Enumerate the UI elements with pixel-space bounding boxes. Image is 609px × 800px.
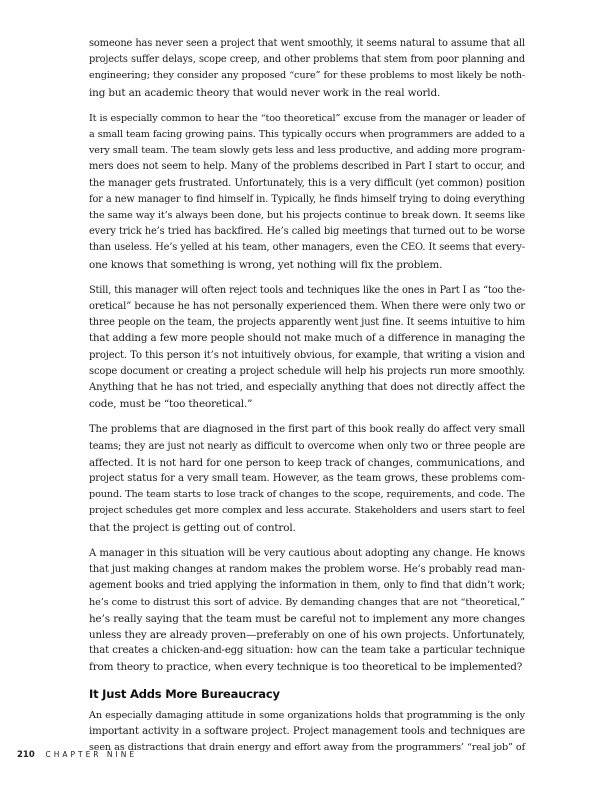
page-footer (17, 750, 137, 760)
text-line: someone has never seen a project that went smoothly, it seems natural to assume that all (89, 38, 525, 49)
text-line: from theory to practice, when every technique is too theoretical to be implemented? (89, 661, 523, 674)
text-line: The problems that are diagnosed in the first part of this book really do affect very small (89, 424, 525, 436)
text-column (89, 36, 525, 766)
text-line: It is especially common to hear the “too theoretical” excuse from the manager or leader of (89, 112, 525, 124)
text-line: three people on the team, the projects apparently went just fine. It seems intuitive to him (89, 317, 525, 329)
text-line: unless they are already proven—preferably on one of his own projects. Unfortunately, (89, 628, 525, 641)
text-line: for a new manager to find himself in. Typically, he finds himself trying to doing everything (89, 193, 525, 205)
section-heading: It Just Adds More Bureaucracy (89, 686, 280, 701)
text-line: a small team facing growing pains. This typically occurs when programmers are added to a (89, 129, 525, 141)
text-line: that creates a chicken-and-egg situation: how can the team take a particular technique (89, 645, 525, 657)
text-line: An especially damaging attitude in some organizations holds that programming is the only (89, 709, 525, 721)
text-line: code, must be “too theoretical.” (89, 398, 253, 411)
text-line: important activity in a software project. Project management tools and techniques are (89, 725, 525, 737)
text-line: seen as distractions that drain energy and effort away from the programmers’ “real job” of (89, 741, 525, 753)
text-line: the same way it’s always been done, but his projects continue to break down. It seems like (89, 210, 525, 222)
paragraph-3 (89, 283, 525, 413)
paragraph-1 (89, 36, 525, 101)
text-line: the manager gets frustrated. Unfortunately, this is a very difficult (yet common) position (89, 177, 525, 189)
text-line: pound. The team starts to lose track of changes to the scope, requirements, and code. The (89, 489, 525, 501)
text-line: project schedules get more complex and less accurate. Stakeholders and users start to feel (89, 505, 525, 517)
paragraph-5 (89, 546, 525, 676)
text-line: he’s really saying that the team must be careful not to implement any more changes (89, 612, 525, 625)
text-line: that adding a few more people should not make much of a difference in managing the (89, 333, 525, 345)
text-line: ing but an academic theory that would never work in the real world. (89, 86, 441, 99)
text-line: A manager in this situation will be very cautious about adopting any change. He knows (89, 547, 525, 559)
text-line: teams; they are just not nearly as difficult to overcome when only two or three people are (89, 440, 525, 452)
text-line: mers does not seem to help. Many of the problems described in Part I start to occur, and (89, 161, 525, 173)
paragraph-6 (89, 708, 525, 757)
paragraph-2 (89, 111, 525, 273)
text-line: oretical” because he has not personally experienced them. When there were only two or (89, 301, 525, 313)
text-line: scope document or creating a project schedule will help his projects run more smoothly. (89, 365, 525, 377)
text-line: engineering; they consider any proposed “cure” for these problems to most likely be noth- (89, 70, 525, 82)
text-line: than useless. He’s yelled at his team, other managers, even the CEO. It seems that every- (89, 242, 525, 254)
text-line: Still, this manager will often reject tools and techniques like the ones in Part I as “too the- (89, 284, 525, 296)
text-line: every trick he’s tried has backfired. He’s called big meetings that turned out to be worse (89, 226, 525, 238)
text-line: project. To this person it’s not intuitively obvious, for example, that writing a vision and (89, 349, 525, 361)
running-footer-chapter: CHAPTER NINE (45, 750, 138, 759)
text-line: very small team. The team slowly gets less and less productive, and adding more program- (89, 145, 525, 157)
text-line: that the project is getting out of control. (89, 521, 296, 534)
text-line: project status for a very small team. However, as the team grows, these problems com- (89, 473, 525, 485)
paragraph-4 (89, 422, 525, 535)
text-line: projects suffer delays, scope creep, and other problems that stem from poor planning and (89, 54, 525, 66)
text-line: agement books and tried applying the information in them, only to find that didn’t work; (89, 580, 525, 592)
text-line: he’s come to distrust this sort of advice. By demanding changes that are not “theoretical,” (89, 596, 525, 608)
text-line: affected. It is not hard for one person to keep track of changes, communications, and (89, 456, 525, 469)
text-line: that just making changes at random makes the problem worse. He’s probably read man- (89, 564, 525, 576)
text-line: one knows that something is wrong, yet nothing will fix the problem. (89, 258, 443, 271)
text-line: Anything that he has not tried, and especially anything that does not directly affect the (89, 382, 525, 394)
page-number: 210 (17, 750, 35, 760)
